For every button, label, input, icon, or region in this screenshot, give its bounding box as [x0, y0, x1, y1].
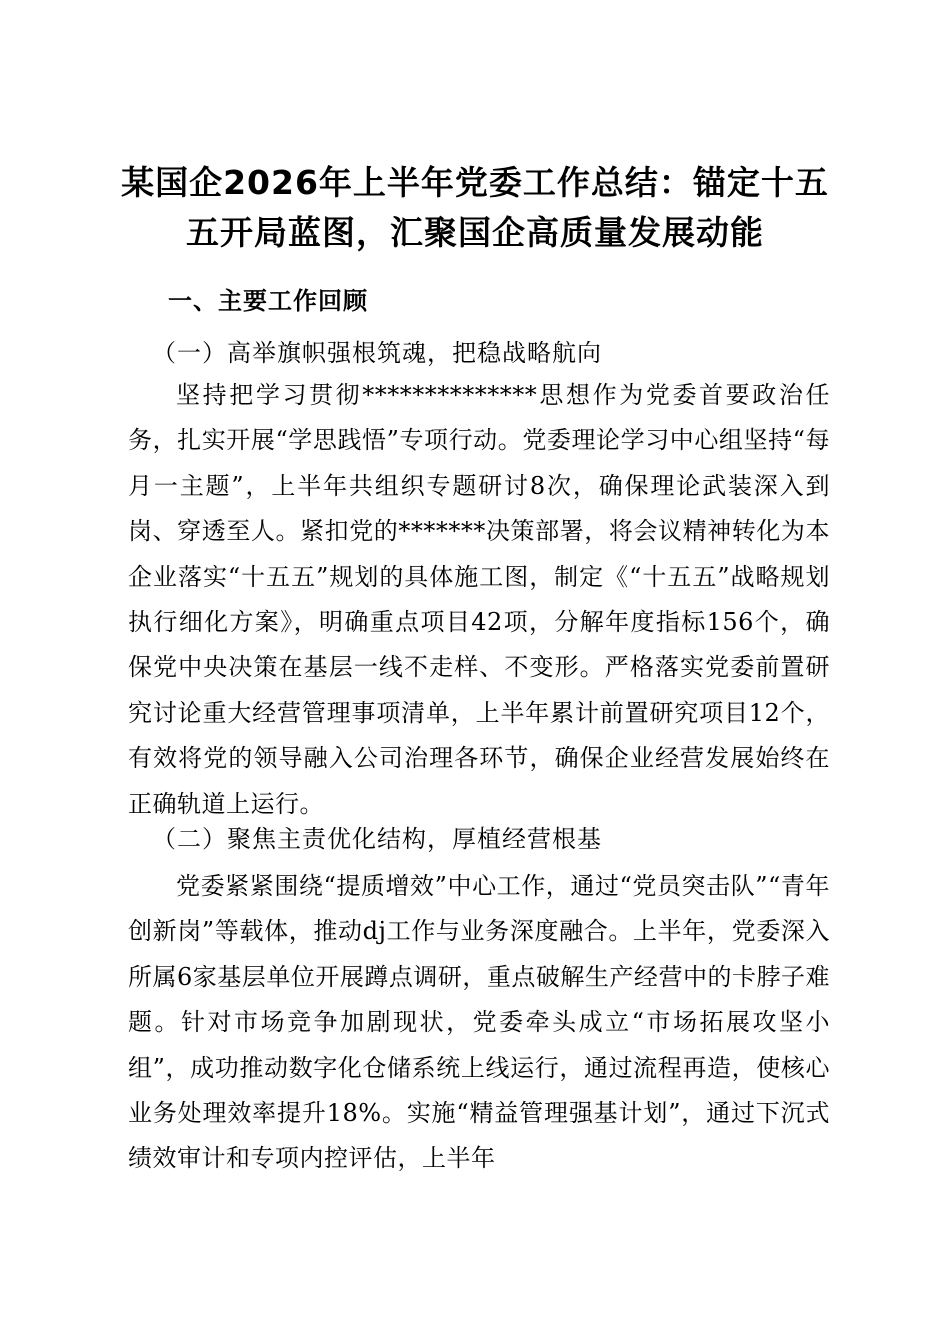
document-title: 某国企2026年上半年党委工作总结：锚定十五五开局蓝图，汇聚国企高质量发展动能 — [121, 163, 829, 252]
subsection-1-paragraph: 坚持把学习贯彻**************思想作为党委首要政治任务，扎实开展“学思践悟”专项行动。党委理论学习中心组坚持“每月一主题”，上半年共组织专题研讨8次，确保理论武装深入到岗、穿透至人。紧扣党的*******决策部署，将会议精神转化为本企业落实“十五五”规划的具体施工图，制定《“十五五”战略规划执行细化方案》，明确重点项目42项，分解年度指标156个，确保党中央决策在基层一线不走样、不变形。严格落实党委前置研究讨论重大经营管理事项清单，上半年累计前置研究项目12个，有效将党的领导融入公司治理各环节，确保企业经营发展始终在正确轨道上运行。 — [128, 381, 830, 818]
subsection-heading-2: （二）聚焦主责优化结构，厚植经营根基 — [152, 825, 602, 853]
section-heading-main-work-review: 一、主要工作回顾 — [168, 287, 368, 315]
subsection-heading-1: （一）高举旗帜强根筑魂，把稳战略航向 — [152, 339, 602, 367]
subsection-2-paragraph: 党委紧紧围绕“提质增效”中心工作，通过“党员突击队”“青年创新岗”等载体，推动dj工作与业务深度融合。上半年，党委深入所属6家基层单位开展蹲点调研，重点破解生产经营中的卡脖子难题。针对市场竞争加剧现状，党委牵头成立“市场拓展攻坚小组”，成功推动数字化仓储系统上线运行，通过流程再造，使核心业务处理效率提升18%。实施“精益管理强基计划”，通过下沉式绩效审计和专项内控评估，上半年 — [128, 872, 830, 1173]
